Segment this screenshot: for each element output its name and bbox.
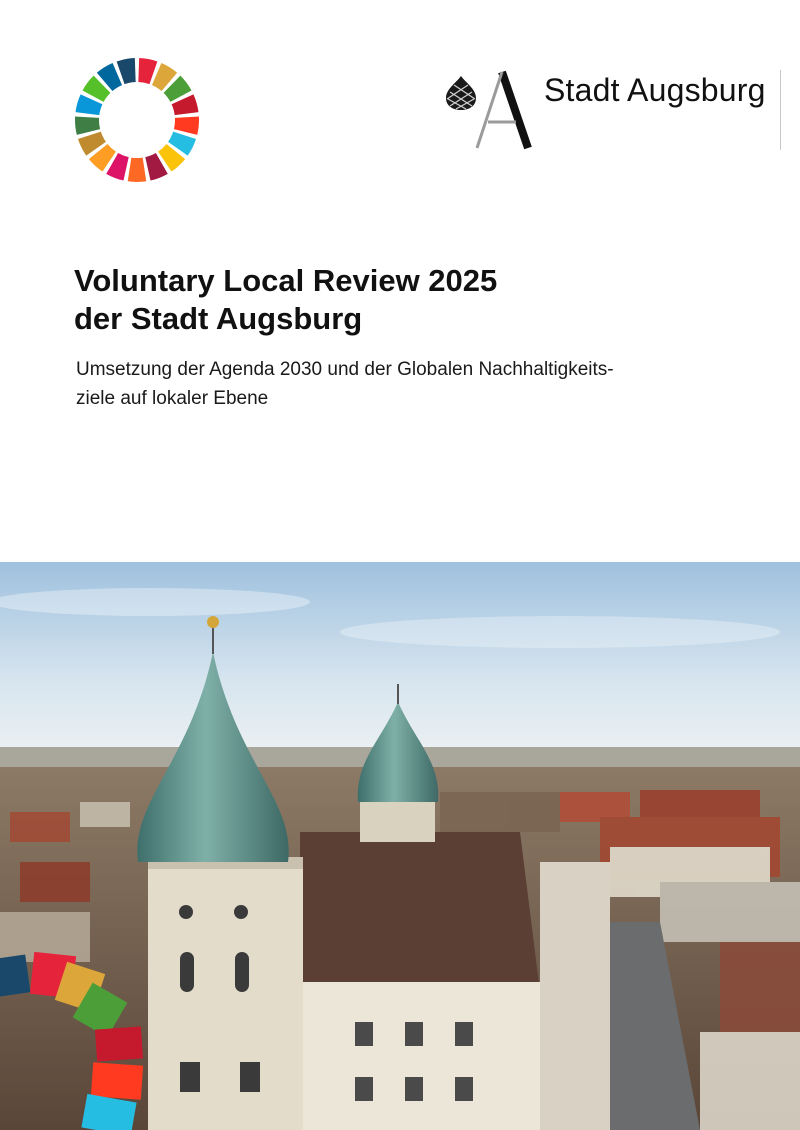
- logo-divider: [780, 70, 781, 150]
- sdg-color-wheel-icon: [74, 57, 200, 183]
- subtitle-line-1: Umsetzung der Agenda 2030 und der Globalen Nachhaltigkeits-: [76, 359, 614, 380]
- cover-photo: [0, 562, 800, 1130]
- sdg-wheel-segment: [75, 116, 100, 134]
- title-line-2: der Stadt Augsburg: [74, 301, 363, 336]
- aerial-view-augsburg-town-hall-icon: [0, 562, 800, 1130]
- title-line-1: Voluntary Local Review 2025: [74, 263, 498, 298]
- sdg-wheel-segment: [128, 158, 147, 182]
- city-name: Stadt Augsburg: [544, 72, 766, 108]
- city-logo: [444, 70, 794, 154]
- subtitle-line-2: ziele auf lokaler Ebene: [76, 388, 269, 409]
- sdg-wheel-segment: [174, 116, 199, 134]
- document-subtitle: [76, 355, 716, 413]
- pine-cone-a-mark-icon: [444, 70, 534, 154]
- document-title: [74, 262, 724, 338]
